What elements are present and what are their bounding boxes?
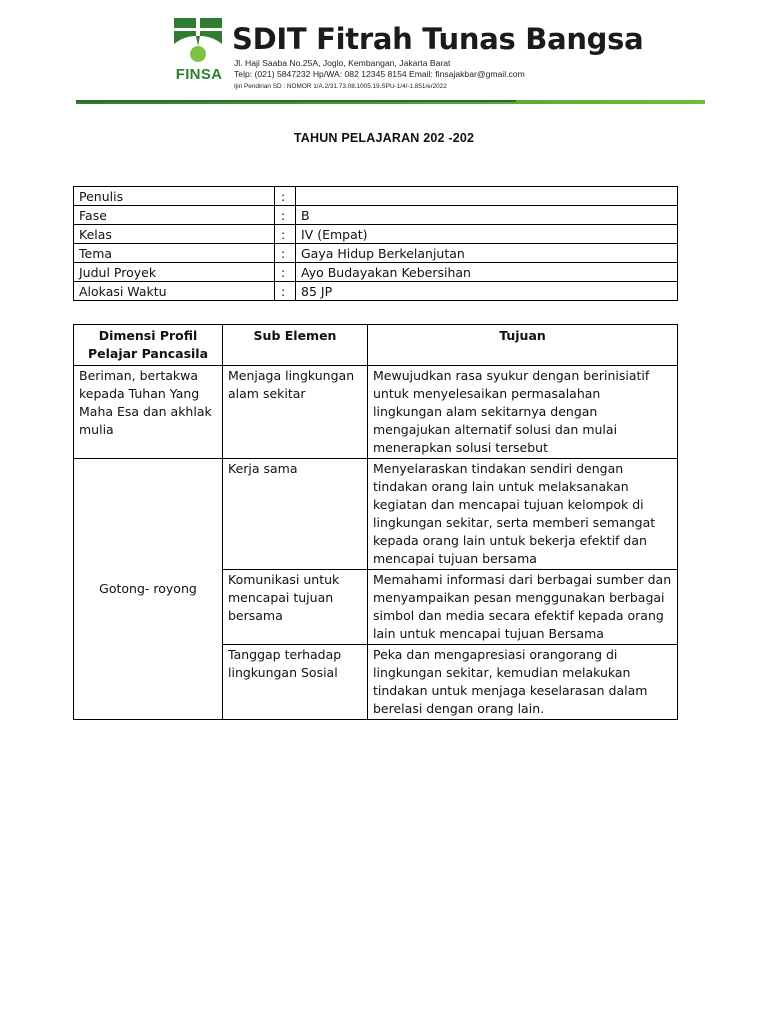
sub-elemen-cell: Komunikasi untuk mencapai tujuan bersama xyxy=(223,570,368,645)
header-dimensi: Dimensi Profil Pelajar Pancasila xyxy=(74,325,223,366)
profile-table xyxy=(73,324,678,720)
info-value: IV (Empat) xyxy=(296,225,678,244)
info-row xyxy=(74,263,678,282)
school-contact: Telp: (021) 5847232 Hp/WA: 082 12345 8154 Email: finsajakbar@gmail.com xyxy=(234,69,525,79)
school-name: SDIT Fitrah Tunas Bangsa xyxy=(232,22,644,56)
info-label: Fase xyxy=(74,206,275,225)
table-row xyxy=(74,366,678,459)
info-row xyxy=(74,282,678,301)
profile-table-header xyxy=(74,325,678,366)
school-address: Jl. Haji Saaba No.25A, Joglo, Kembangan, Jakarta Barat xyxy=(234,58,451,68)
sub-elemen-cell: Kerja sama xyxy=(223,459,368,570)
info-label: Alokasi Waktu xyxy=(74,282,275,301)
info-row xyxy=(74,206,678,225)
info-value: 85 JP xyxy=(296,282,678,301)
project-info-table xyxy=(73,186,678,301)
info-value xyxy=(296,187,678,206)
document-title: TAHUN PELAJARAN 202 -202 xyxy=(293,131,475,145)
info-label: Tema xyxy=(74,244,275,263)
info-value: B xyxy=(296,206,678,225)
info-colon: : xyxy=(275,187,296,206)
info-label: Penulis xyxy=(74,187,275,206)
info-label: Kelas xyxy=(74,225,275,244)
letterhead xyxy=(0,0,768,110)
sub-elemen-cell: Menjaga lingkungan alam sekitar xyxy=(223,366,368,459)
info-colon: : xyxy=(275,206,296,225)
header-divider-accent xyxy=(76,100,516,102)
dimensi-cell: Beriman, bertakwa kepada Tuhan Yang Maha Esa dan akhlak mulia xyxy=(74,366,223,459)
info-value: Ayo Budayakan Kebersihan xyxy=(296,263,678,282)
tujuan-cell: Peka dan mengapresiasi orangorang di lingkungan sekitar, kemudian melakukan tindakan untuk menjaga keselarasan dalam berelasi dengan orang lain. xyxy=(368,645,678,720)
info-row xyxy=(74,244,678,263)
info-colon: : xyxy=(275,282,296,301)
info-row xyxy=(74,225,678,244)
tujuan-cell: Mewujudkan rasa syukur dengan berinisiatif untuk menyelesaikan permasalahan lingkungan alam sekitarnya dengan mengajukan alternatif solusi dan mulai menerapkan solusi tersebut xyxy=(368,366,678,459)
header-tujuan: Tujuan xyxy=(368,325,678,366)
sub-elemen-cell: Tanggap terhadap lingkungan Sosial xyxy=(223,645,368,720)
info-colon: : xyxy=(275,225,296,244)
header-sub-elemen: Sub Elemen xyxy=(223,325,368,366)
info-colon: : xyxy=(275,263,296,282)
school-permit: Ijin Pendirian SD : NOMOR 1/A.2/31.73.08.1005.19.SPU-1/4/-1.851/e/2022 xyxy=(234,83,447,90)
info-row xyxy=(74,187,678,206)
table-row xyxy=(74,459,678,570)
tujuan-cell: Memahami informasi dari berbagai sumber dan menyampaikan pesan menggunakan berbagai simbol dan media secara efektif kepada orang lain untuk mencapai tujuan Bersama xyxy=(368,570,678,645)
info-label: Judul Proyek xyxy=(74,263,275,282)
dimensi-cell: Gotong- royong xyxy=(74,459,223,720)
logo-text: FINSA xyxy=(175,66,223,83)
tujuan-cell: Menyelaraskan tindakan sendiri dengan tindakan orang lain untuk melaksanakan kegiatan dan mencapai tujuan kelompok di lingkungan sekitar, serta memberi semangat kepada orang lain untuk bekerja efektif dan mencapai tujuan bersama xyxy=(368,459,678,570)
info-colon: : xyxy=(275,244,296,263)
info-value: Gaya Hidup Berkelanjutan xyxy=(296,244,678,263)
